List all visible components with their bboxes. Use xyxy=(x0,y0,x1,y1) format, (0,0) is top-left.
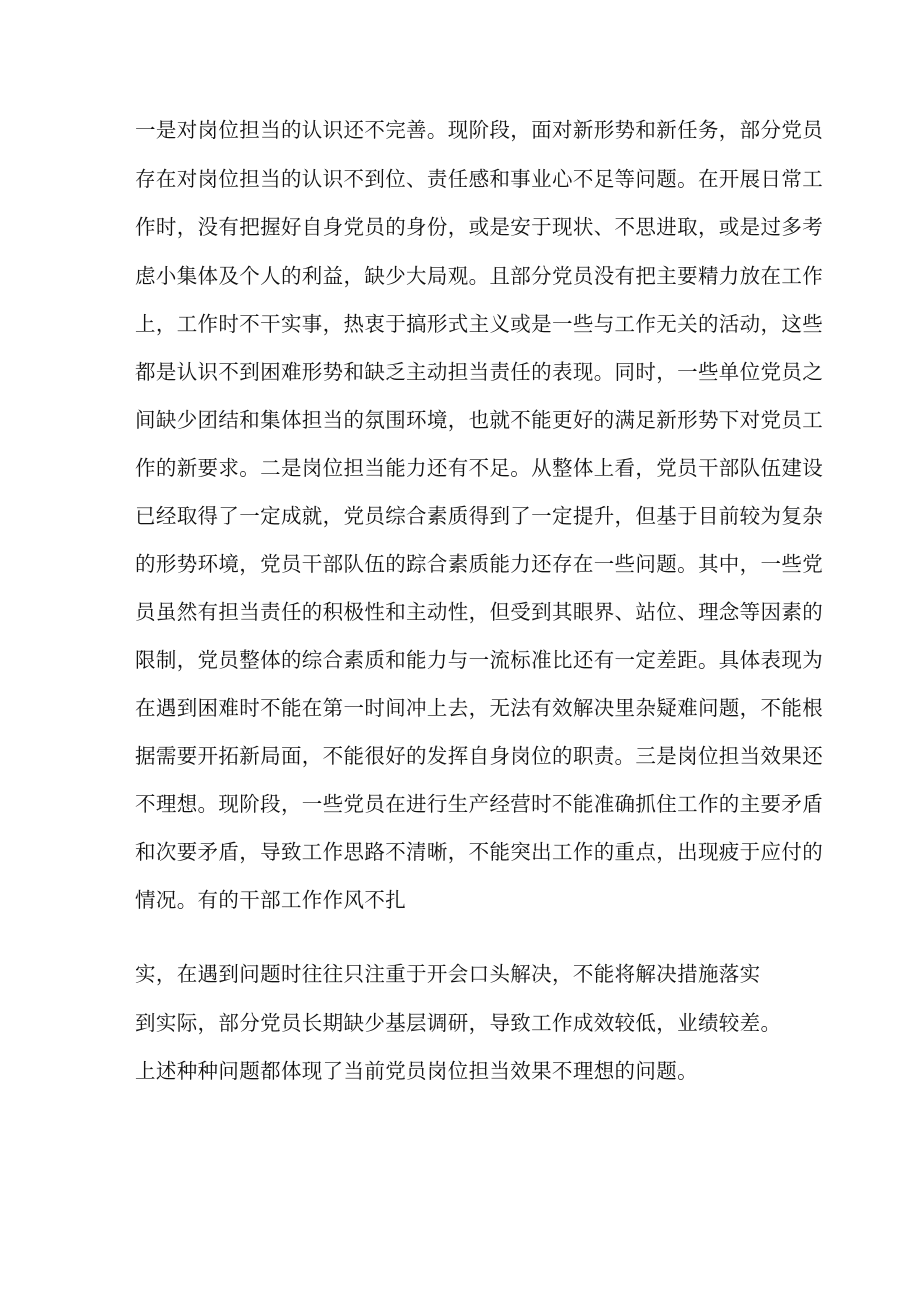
paragraph-1-line-17: 情况。有的干部工作作风不扎 xyxy=(135,888,407,912)
paragraph-1-line-2: 存在对岗位担当的认识不到位、责任感和事业心不足等问题。在开展日常工 xyxy=(135,167,824,191)
paragraph-1-line-6: 都是认识不到困难形势和缺乏主动担当责任的表现。同时，一些单位党员之 xyxy=(135,360,824,384)
paragraph-1-line-15: 不理想。现阶段，一些党员在进行生产经营时不能准确抓住工作的主要矛盾 xyxy=(135,792,824,816)
paragraph-1-line-4: 虑小集体及个人的利益，缺少大局观。且部分党员没有把主要精力放在工作 xyxy=(135,264,824,288)
paragraph-2-line-1: 实，在遇到问题时往往只注重于开会口头解决，不能将解决措施落实 xyxy=(135,962,761,986)
paragraph-1-line-14: 据需要开拓新局面，不能很好的发挥自身岗位的职责。三是岗位担当效果还 xyxy=(135,744,824,768)
paragraph-1-line-16: 和次要矛盾，导致工作思路不清晰，不能突出工作的重点，出现疲于应付的 xyxy=(135,840,824,864)
paragraph-1-line-11: 员虽然有担当责任的积极性和主动性，但受到其眼界、站位、理念等因素的 xyxy=(135,600,824,624)
paragraph-1-line-8: 作的新要求。二是岗位担当能力还有不足。从整体上看，党员干部队伍建设 xyxy=(135,456,824,480)
paragraph-2-line-2: 到实际，部分党员长期缺少基层调研，导致工作成效较低，业绩较差。 xyxy=(135,1011,782,1035)
paragraph-1-line-7: 间缺少团结和集体担当的氛围环境，也就不能更好的满足新形势下对党员工 xyxy=(135,408,824,432)
paragraph-1-line-9: 已经取得了一定成就，党员综合素质得到了一定提升，但基于目前较为复杂 xyxy=(135,504,824,528)
paragraph-1-line-1: 一是对岗位担当的认识还不完善。现阶段，面对新形势和新任务，部分党员 xyxy=(135,118,824,142)
paragraph-1-line-3: 作时，没有把握好自身党员的身份，或是安于现状、不思进取，或是过多考 xyxy=(135,215,824,239)
paragraph-1-line-12: 限制，党员整体的综合素质和能力与一流标准比还有一定差距。具体表现为 xyxy=(135,648,824,672)
paragraph-1-line-5: 上，工作时不干实事，热衷于搞形式主义或是一些与工作无关的活动，这些 xyxy=(135,312,824,336)
paragraph-1-line-13: 在遇到困难时不能在第一时间冲上去，无法有效解决里杂疑难问题，不能根 xyxy=(135,696,824,720)
paragraph-1-line-10: 的形势环境，党员干部队伍的踪合素质能力还存在一些问题。其中，一些党 xyxy=(135,552,824,576)
paragraph-2-line-3: 上述种种问题都体现了当前党员岗位担当效果不理想的问题。 xyxy=(135,1059,698,1083)
